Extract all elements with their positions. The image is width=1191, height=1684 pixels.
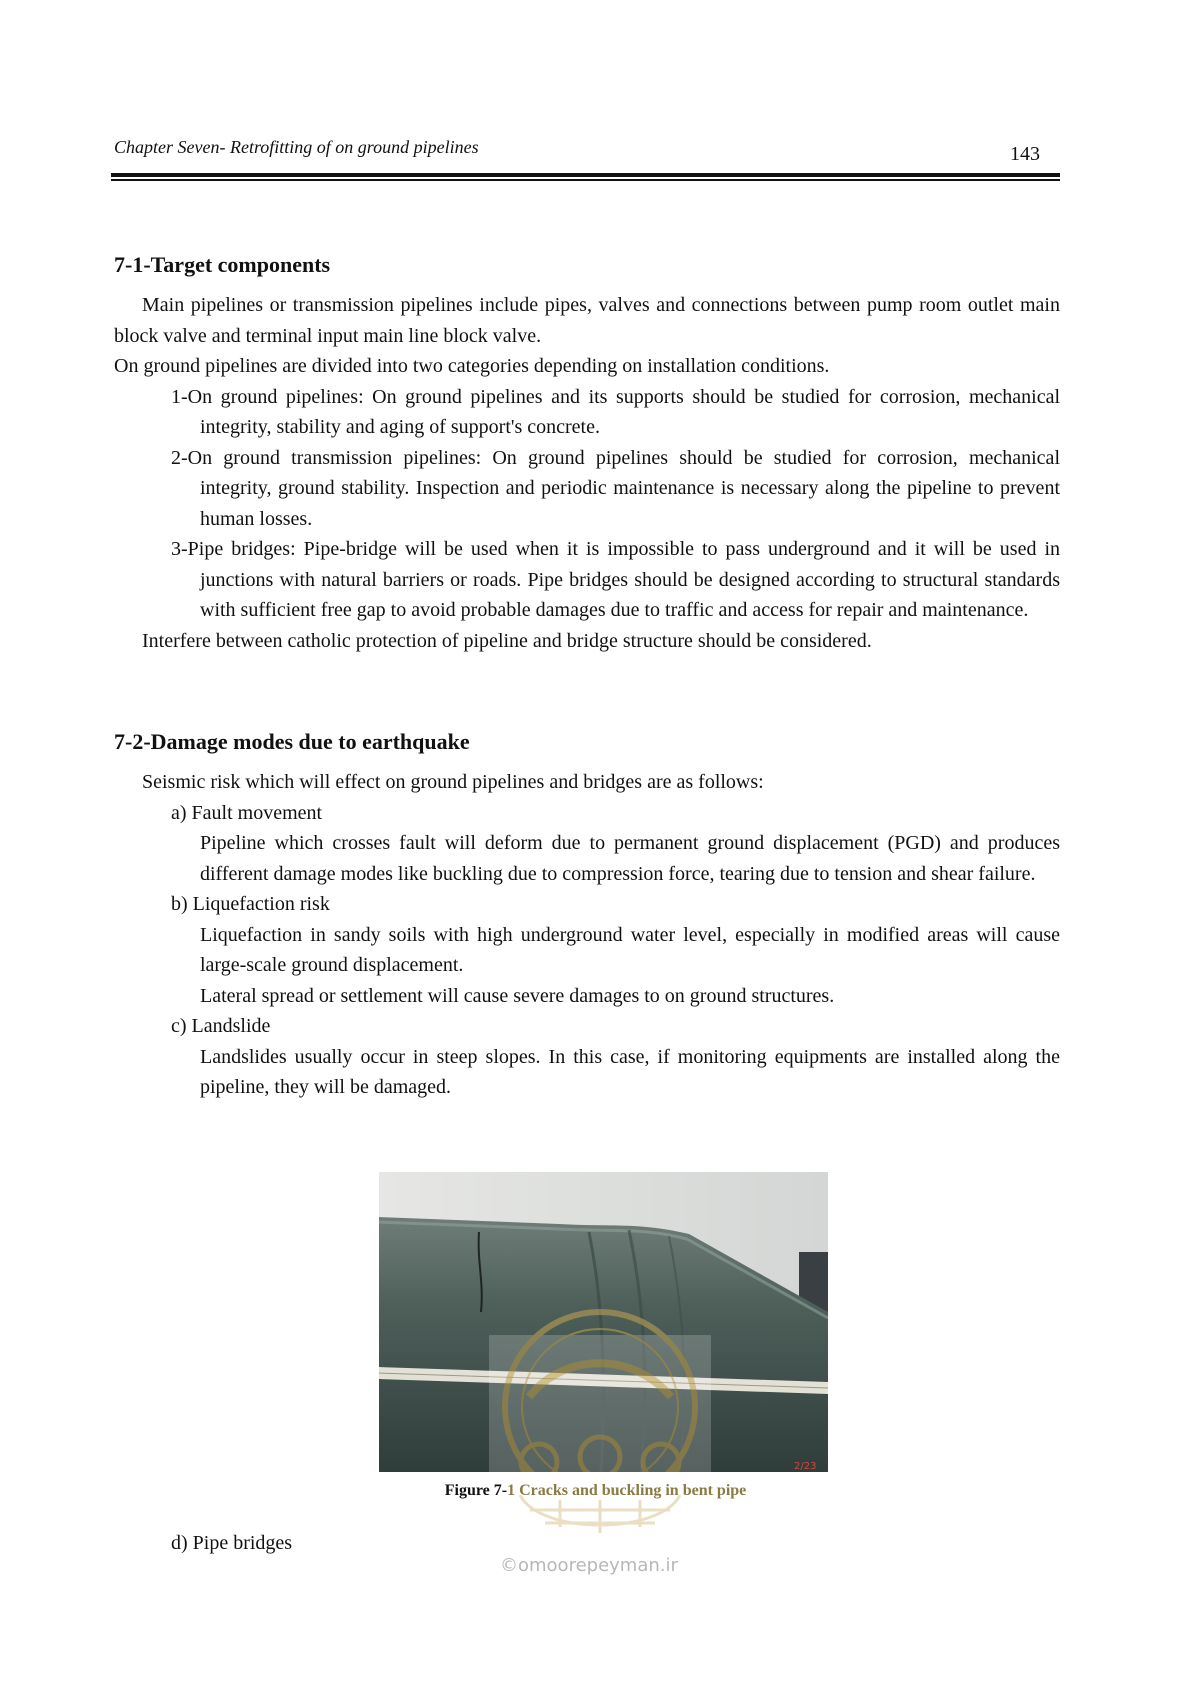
copyright-icon: © [500,1555,518,1576]
list-item: 2-On ground transmission pipelines: On ground pipelines should be studied for corrosion, mechanical integrity, ground stability. Inspection and periodic maintenance is necessary along the pipeline to prevent human losses. [171,446,1060,530]
list-item: 1-On ground pipelines: On ground pipelines and its supports should be studied for corrosion, mechanical integrity, stability and aging of support's concrete. [171,385,1060,438]
running-header: Chapter Seven- Retrofitting of on ground pipelines [114,137,479,157]
subheading-pipe-bridges: d) Pipe bridges [171,1532,293,1554]
list-item: 3-Pipe bridges: Pipe-bridge will be used when it is impossible to pass underground and it will be used in junctions with natural barriers or roads. Pipe bridges should be designed according to structural standards with sufficient free gap to avoid probable damages due to traffic and access for repair and maintenance. [171,538,1060,621]
paragraph: Main pipelines or transmission pipelines include pipes, valves and connections between pump room outlet main block valve and terminal input main line block valve. [114,294,1060,347]
paragraph: Landslides usually occur in steep slopes. In this case, if monitoring equipments are installed along the pipeline, they will be damaged. [200,1045,1060,1098]
bent-pipe-photo [379,1172,828,1472]
subheading: c) Landslide [171,1015,271,1037]
paragraph: Pipeline which crosses fault will deform due to permanent ground displacement (PGD) and produces different damage modes like buckling due to compression force, tearing due to tension and shear failure. [200,832,1060,885]
section-heading: 7-1-Target components [114,252,331,277]
header-rule-thin [111,179,1060,181]
paragraph: Seismic risk which will effect on ground pipelines and bridges are as follows: [142,771,764,793]
header-rule [111,173,1060,177]
svg-text:2/23: 2/23 [794,1461,817,1472]
watermark-url: ©omoorepeyman.ir [500,1555,678,1576]
section-damage-modes [114,727,1060,1103]
paragraph: Liquefaction in sandy soils with high underground water level, especially in modified areas will cause large-scale ground displacement. [200,923,1060,976]
paragraph: Interfere between catholic protection of pipeline and bridge structure should be considered. [142,629,872,652]
watermark-seal [489,1312,711,1472]
subheading: b) Liquefaction risk [171,893,330,915]
caption-label: Figure 7- [444,1482,508,1499]
section-heading: 7-2-Damage modes due to earthquake [114,729,470,754]
paragraph: Lateral spread or settlement will cause severe damages to on ground structures. [200,984,835,1007]
subheading: a) Fault movement [171,801,323,824]
caption-text: 1 Cracks and buckling in bent pipe [507,1482,747,1499]
watermark-grid-icon [500,1495,700,1545]
figure-photo [379,1172,828,1472]
section-target-components [114,250,1060,656]
page-number: 143 [1010,143,1040,165]
paragraph: On ground pipelines are divided into two categories depending on installation conditions. [114,355,830,377]
